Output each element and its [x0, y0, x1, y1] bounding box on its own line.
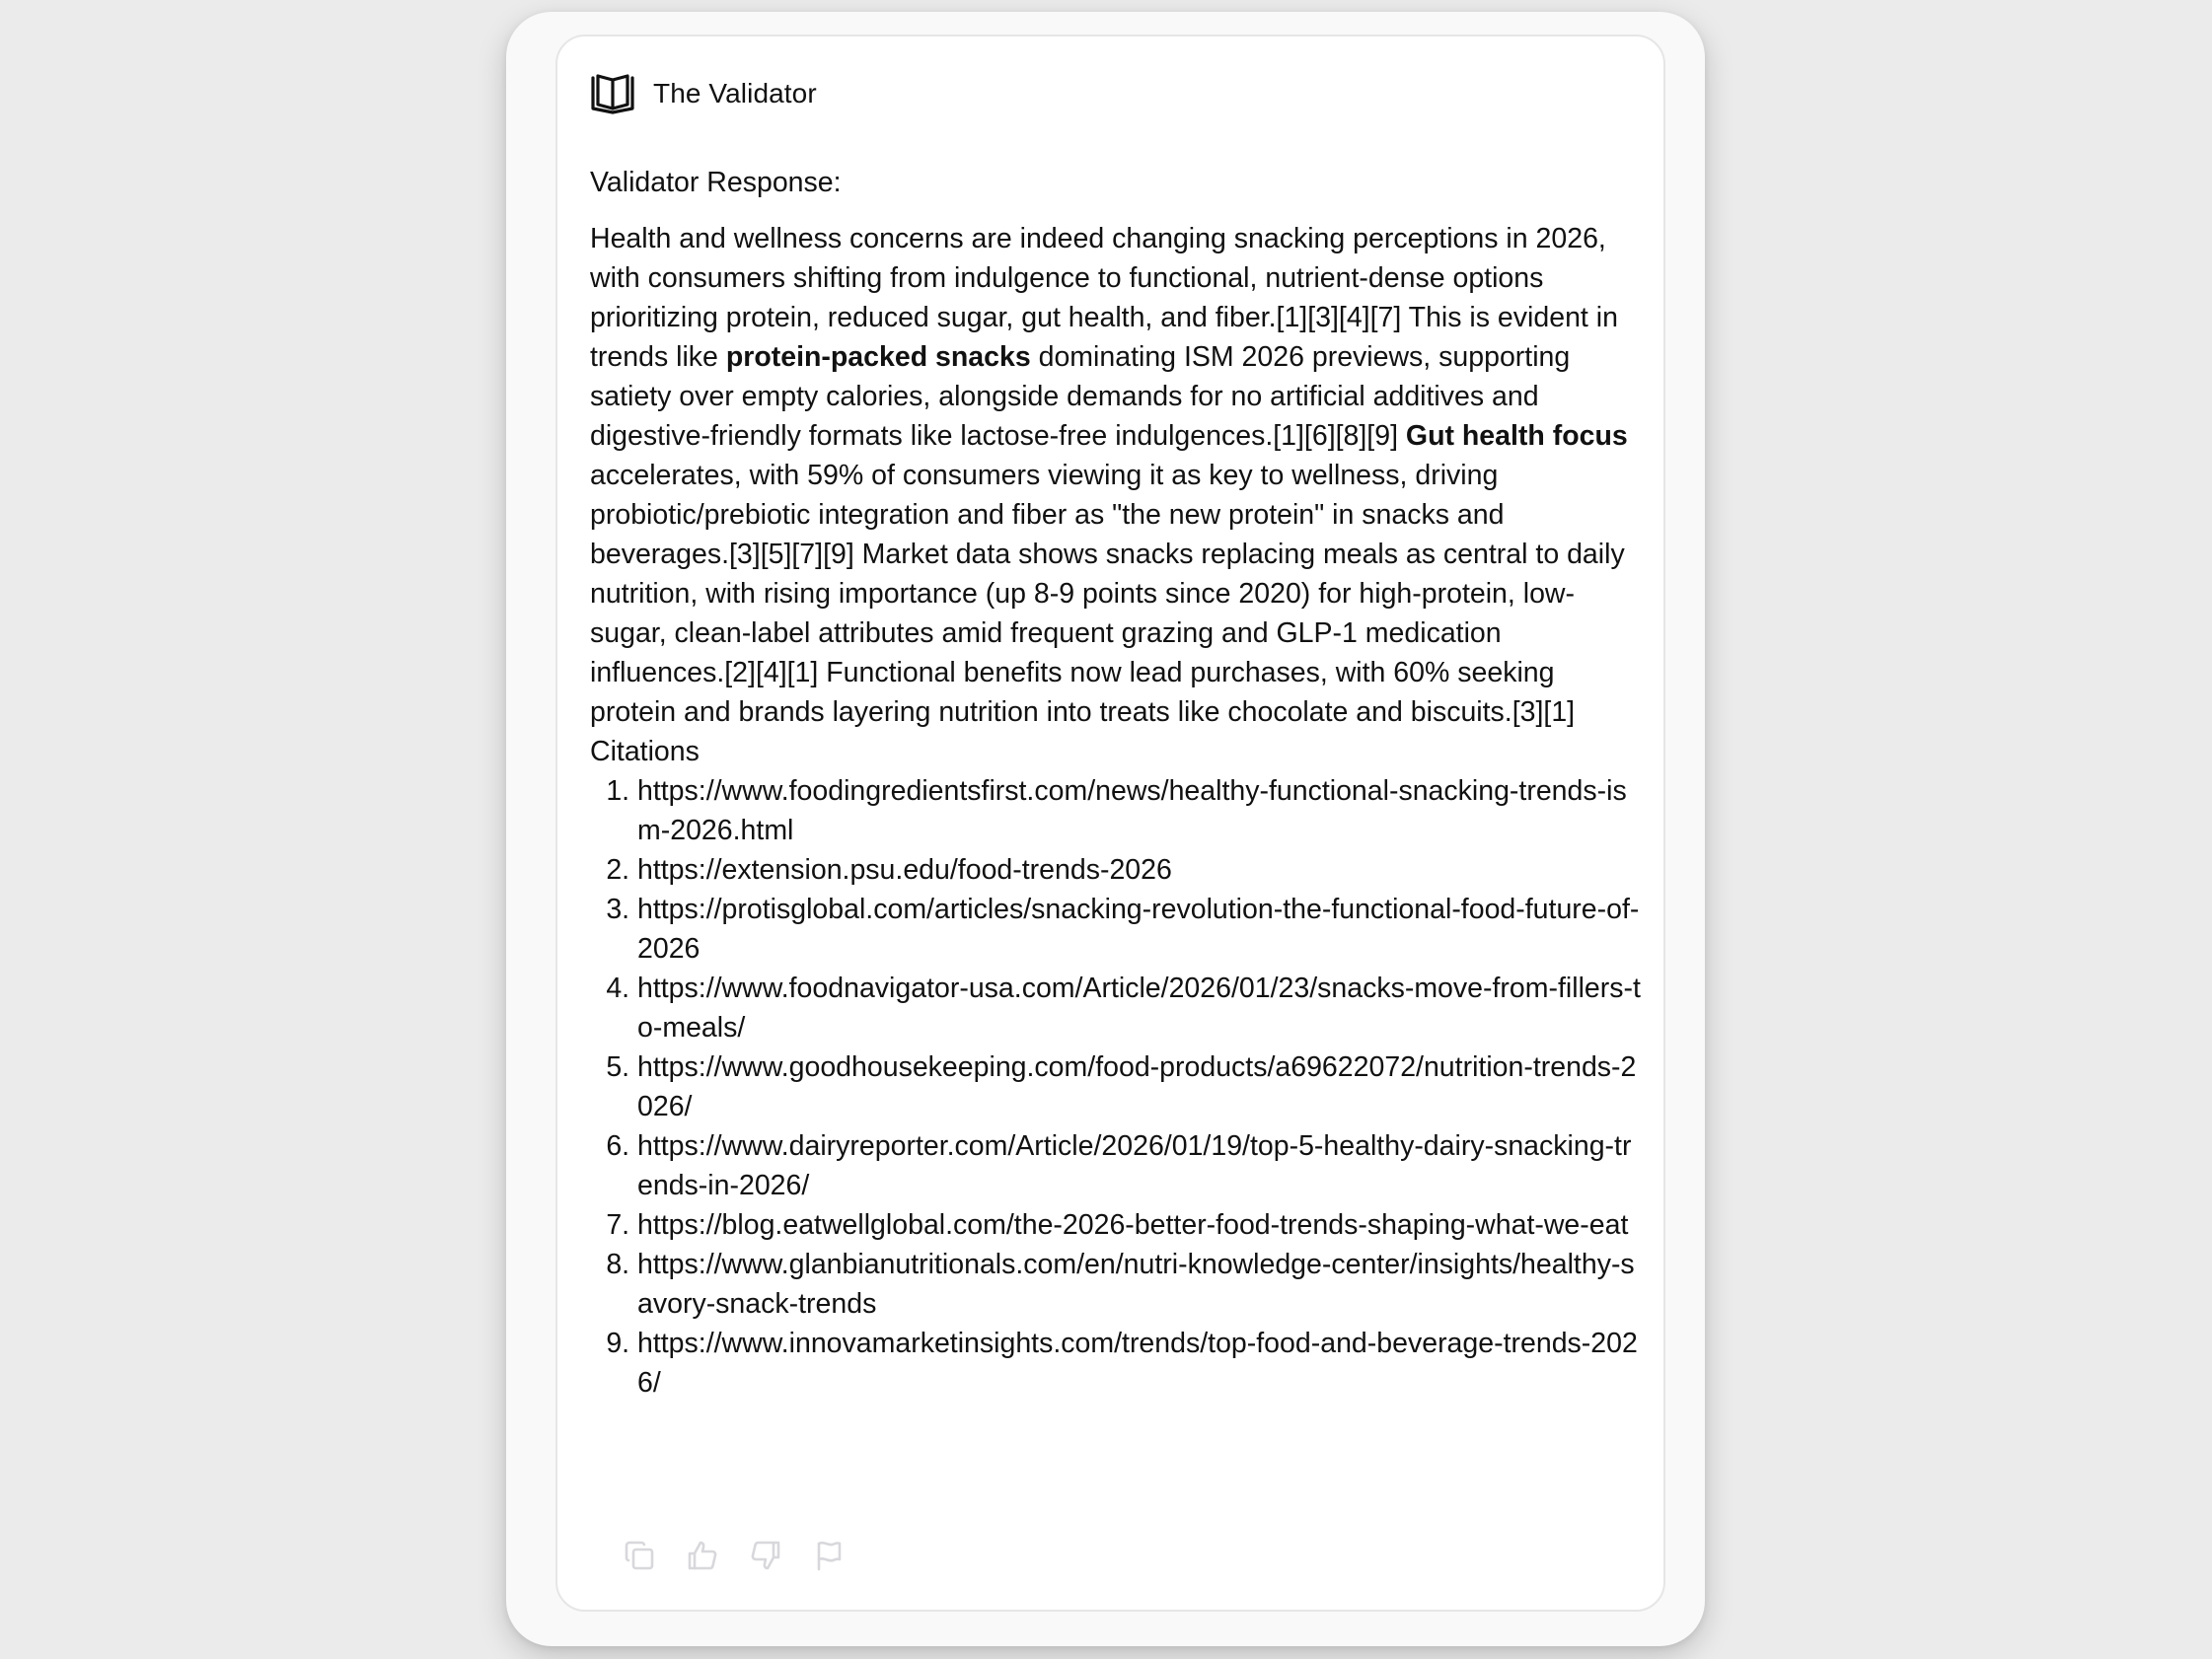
citation-item[interactable]: 6. https://www.dairyreporter.com/Article/2026/01/19/top-5-healthy-dairy-snacking-trends-in-2026/: [637, 1126, 1641, 1205]
paragraph-segment: Health and wellness concerns are indeed changing snacking perceptions in 2026, with consumers shifting from indulgence to functional, nutrient-dense options prioritizing protein, reduced sugar, gut health, and fiber.[1][3][4][7] This is evident in trends like: [590, 223, 1618, 373]
thumbs-up-button[interactable]: [681, 1534, 724, 1577]
response-label: Validator Response:: [590, 167, 842, 198]
citation-item[interactable]: 5. https://www.goodhousekeeping.com/food-products/a69622072/nutrition-trends-2026/: [637, 1047, 1641, 1126]
citation-item[interactable]: 2. https://extension.psu.edu/food-trends-2026: [637, 850, 1641, 890]
thumbs-up-icon: [686, 1539, 719, 1572]
citations-heading: Citations: [590, 736, 700, 767]
paragraph-bold-segment: protein-packed snacks: [725, 341, 1031, 373]
thumbs-down-icon: [749, 1539, 782, 1572]
response-card: [555, 35, 1665, 1612]
citation-item[interactable]: 9. https://www.innovamarketinsights.com/trends/top-food-and-beverage-trends-2026/: [637, 1324, 1641, 1403]
response-content: [590, 163, 1641, 1403]
response-actions: [618, 1534, 850, 1577]
citation-item[interactable]: 1. https://www.foodingredientsfirst.com/news/healthy-functional-snacking-trends-ism-2026.html: [637, 771, 1641, 850]
app-title: The Validator: [653, 78, 817, 108]
book-open-icon: [590, 72, 635, 115]
flag-button[interactable]: [807, 1534, 850, 1577]
citations-list: [590, 771, 1641, 1403]
flag-icon: [812, 1539, 846, 1572]
paragraph-segment: dominating ISM 2026 previews, supporting satiety over empty calories, alongside demands for no artificial additives and digestive-friendly formats like lactose-free indulgences.[1][6][8][9]: [590, 341, 1571, 452]
citation-item[interactable]: 3. https://protisglobal.com/articles/snacking-revolution-the-functional-food-future-of-2026: [637, 890, 1641, 969]
paragraph-bold-segment: Gut health focus: [1405, 420, 1628, 452]
app-header: [590, 72, 817, 115]
response-paragraph: [590, 219, 1641, 732]
thumbs-down-button[interactable]: [744, 1534, 787, 1577]
copy-icon: [623, 1539, 656, 1572]
paragraph-segment: accelerates, with 59% of consumers viewing it as key to wellness, driving probiotic/prebiotic integration and fiber as "the new protein" in snacks and beverages.[3][5][7][9] Market data shows snacks replacing meals as central to daily nutrition, with rising importance (up 8-9 points since 2020) for high-protein, low-sugar, clean-label attributes amid frequent grazing and GLP-1 medication influences.[2][4][1] Functional benefits now lead purchases, with 60% seeking protein and brands layering nutrition into treats like chocolate and biscuits.[3][1]: [590, 460, 1625, 728]
outer-card: [506, 12, 1705, 1646]
copy-button[interactable]: [618, 1534, 661, 1577]
citation-item[interactable]: 4. https://www.foodnavigator-usa.com/Article/2026/01/23/snacks-move-from-fillers-to-meals/: [637, 969, 1641, 1047]
citation-item[interactable]: 7. https://blog.eatwellglobal.com/the-2026-better-food-trends-shaping-what-we-eat: [637, 1205, 1641, 1245]
citation-item[interactable]: 8. https://www.glanbianutritionals.com/en/nutri-knowledge-center/insights/healthy-savory-snack-trends: [637, 1245, 1641, 1324]
